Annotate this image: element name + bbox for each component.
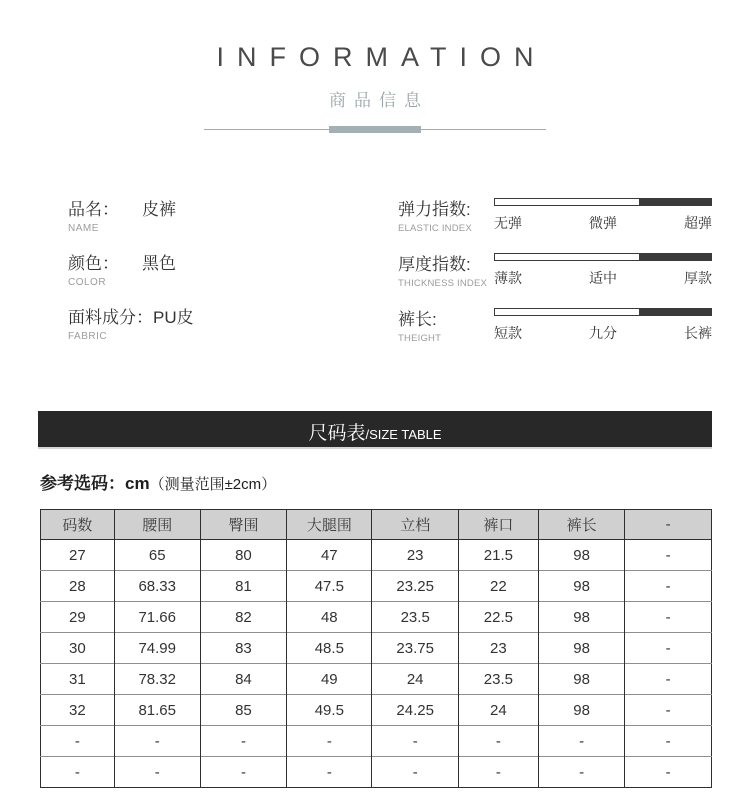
divider bbox=[204, 126, 546, 133]
elastic-level-bar bbox=[494, 198, 712, 206]
spec-row-name bbox=[68, 195, 398, 234]
size-table-head bbox=[41, 510, 712, 540]
table-cell: 23.25 bbox=[372, 571, 459, 602]
table-cell: 30 bbox=[41, 633, 115, 664]
table-cell: 22 bbox=[458, 571, 538, 602]
table-row bbox=[41, 540, 712, 571]
bar-empty-segment bbox=[494, 253, 640, 261]
table-row bbox=[41, 602, 712, 633]
index-row-thickness bbox=[398, 250, 712, 289]
index-row-elastic bbox=[398, 195, 712, 234]
table-cell: 65 bbox=[114, 540, 200, 571]
table-cell: - bbox=[114, 757, 200, 788]
banner-subtitle: /SIZE TABLE bbox=[365, 427, 442, 442]
divider-accent-bar bbox=[329, 126, 421, 133]
level-label: 超弹 bbox=[684, 215, 712, 231]
table-cell: - bbox=[625, 633, 712, 664]
table-cell: - bbox=[625, 695, 712, 726]
table-cell: - bbox=[625, 540, 712, 571]
table-cell: 98 bbox=[538, 633, 625, 664]
spec-en-label: NAME bbox=[68, 223, 99, 234]
table-cell: 81 bbox=[200, 571, 287, 602]
table-cell: 23.75 bbox=[372, 633, 459, 664]
bar-empty-segment bbox=[494, 308, 640, 316]
table-cell: - bbox=[372, 757, 459, 788]
spec-label: 面料成分： bbox=[68, 308, 153, 327]
table-cell: 23.5 bbox=[372, 602, 459, 633]
level-label: 微弹 bbox=[589, 215, 617, 231]
spec-en-label: COLOR bbox=[68, 277, 107, 288]
table-cell: 29 bbox=[41, 602, 115, 633]
table-cell: 23.5 bbox=[458, 664, 538, 695]
spec-value: 黑色 bbox=[142, 254, 176, 273]
index-title: 裤长: bbox=[398, 310, 437, 329]
table-cell: 24.25 bbox=[372, 695, 459, 726]
table-cell: 98 bbox=[538, 571, 625, 602]
spec-row-fabric bbox=[68, 303, 398, 342]
table-row bbox=[41, 633, 712, 664]
table-cell: - bbox=[114, 726, 200, 757]
table-cell: 74.99 bbox=[114, 633, 200, 664]
table-cell: 98 bbox=[538, 664, 625, 695]
table-cell: - bbox=[458, 726, 538, 757]
table-cell: 82 bbox=[200, 602, 287, 633]
table-cell: 98 bbox=[538, 540, 625, 571]
table-cell: - bbox=[538, 757, 625, 788]
product-specs bbox=[68, 195, 398, 357]
product-info-section bbox=[68, 195, 712, 357]
table-cell: 31 bbox=[41, 664, 115, 695]
spec-value: PU皮 bbox=[153, 308, 194, 327]
info-header bbox=[0, 0, 750, 133]
table-cell: 49 bbox=[287, 664, 372, 695]
table-cell: 47 bbox=[287, 540, 372, 571]
table-column-header: 臀围 bbox=[200, 510, 287, 540]
size-table-body bbox=[41, 540, 712, 788]
table-cell: 48.5 bbox=[287, 633, 372, 664]
table-cell: 47.5 bbox=[287, 571, 372, 602]
table-cell: 28 bbox=[41, 571, 115, 602]
level-label: 九分 bbox=[589, 325, 617, 341]
spec-value: 皮裤 bbox=[142, 200, 176, 219]
size-table bbox=[40, 509, 712, 788]
table-cell: 85 bbox=[200, 695, 287, 726]
table-column-header: - bbox=[625, 510, 712, 540]
index-title: 弹力指数: bbox=[398, 200, 471, 219]
table-cell: - bbox=[538, 726, 625, 757]
table-cell: 23 bbox=[458, 633, 538, 664]
level-label: 无弹 bbox=[494, 215, 522, 231]
size-note-normal: （测量范围±2cm） bbox=[149, 476, 277, 493]
table-row bbox=[41, 695, 712, 726]
table-cell: - bbox=[625, 602, 712, 633]
index-en-label: THEIGHT bbox=[398, 333, 442, 344]
length-level-bar bbox=[494, 308, 712, 316]
spec-row-color bbox=[68, 249, 398, 288]
table-cell: 78.32 bbox=[114, 664, 200, 695]
bar-empty-segment bbox=[494, 198, 640, 206]
table-row bbox=[41, 571, 712, 602]
table-row bbox=[41, 726, 712, 757]
bar-filled-segment bbox=[640, 253, 712, 261]
size-note-bold: 参考选码：cm bbox=[40, 474, 150, 493]
table-cell: 24 bbox=[372, 664, 459, 695]
table-cell: - bbox=[287, 757, 372, 788]
table-column-header: 裤口 bbox=[458, 510, 538, 540]
table-row bbox=[41, 664, 712, 695]
bar-filled-segment bbox=[640, 198, 712, 206]
spec-label: 颜色： bbox=[68, 254, 119, 273]
table-cell: 71.66 bbox=[114, 602, 200, 633]
table-column-header: 立档 bbox=[372, 510, 459, 540]
table-cell: 22.5 bbox=[458, 602, 538, 633]
table-cell: - bbox=[372, 726, 459, 757]
table-column-header: 大腿围 bbox=[287, 510, 372, 540]
level-label: 厚款 bbox=[684, 270, 712, 286]
thickness-level-bar bbox=[494, 253, 712, 261]
index-title: 厚度指数: bbox=[398, 255, 471, 274]
page-title: INFORMATION bbox=[216, 42, 547, 72]
table-cell: - bbox=[200, 726, 287, 757]
table-cell: 24 bbox=[458, 695, 538, 726]
table-cell: 81.65 bbox=[114, 695, 200, 726]
level-label: 薄款 bbox=[494, 270, 522, 286]
table-cell: 98 bbox=[538, 695, 625, 726]
spec-label: 品名： bbox=[68, 200, 119, 219]
table-cell: 83 bbox=[200, 633, 287, 664]
table-cell: 49.5 bbox=[287, 695, 372, 726]
index-en-label: THICKNESS INDEX bbox=[398, 278, 488, 289]
table-row bbox=[41, 757, 712, 788]
table-cell: 21.5 bbox=[458, 540, 538, 571]
page-subtitle: 商品信息 bbox=[329, 91, 429, 110]
table-cell: - bbox=[625, 757, 712, 788]
table-cell: 23 bbox=[372, 540, 459, 571]
size-note bbox=[40, 469, 712, 494]
table-column-header: 裤长 bbox=[538, 510, 625, 540]
table-cell: 98 bbox=[538, 602, 625, 633]
table-cell: - bbox=[625, 571, 712, 602]
table-cell: 80 bbox=[200, 540, 287, 571]
table-header-row bbox=[41, 510, 712, 540]
table-cell: 68.33 bbox=[114, 571, 200, 602]
table-cell: 27 bbox=[69, 546, 86, 564]
index-row-length bbox=[398, 305, 712, 344]
banner-title: 尺码表 bbox=[308, 423, 366, 444]
table-cell: - bbox=[41, 726, 115, 757]
size-table-banner bbox=[38, 411, 712, 447]
table-cell: - bbox=[41, 757, 115, 788]
table-cell: 32 bbox=[41, 695, 115, 726]
table-cell: 84 bbox=[200, 664, 287, 695]
table-cell: - bbox=[200, 757, 287, 788]
spec-en-label: FABRIC bbox=[68, 331, 108, 342]
level-label: 长裤 bbox=[684, 325, 712, 341]
level-label: 适中 bbox=[589, 270, 617, 286]
table-cell: - bbox=[458, 757, 538, 788]
level-label: 短款 bbox=[494, 325, 522, 341]
table-cell: 48 bbox=[287, 602, 372, 633]
table-cell: - bbox=[287, 726, 372, 757]
table-cell: - bbox=[625, 726, 712, 757]
table-column-header: 腰围 bbox=[114, 510, 200, 540]
table-cell: - bbox=[625, 664, 712, 695]
bar-filled-segment bbox=[640, 308, 712, 316]
product-indexes bbox=[398, 195, 712, 357]
index-en-label: ELASTIC INDEX bbox=[398, 223, 472, 234]
table-column-header: 码数 bbox=[41, 510, 115, 540]
